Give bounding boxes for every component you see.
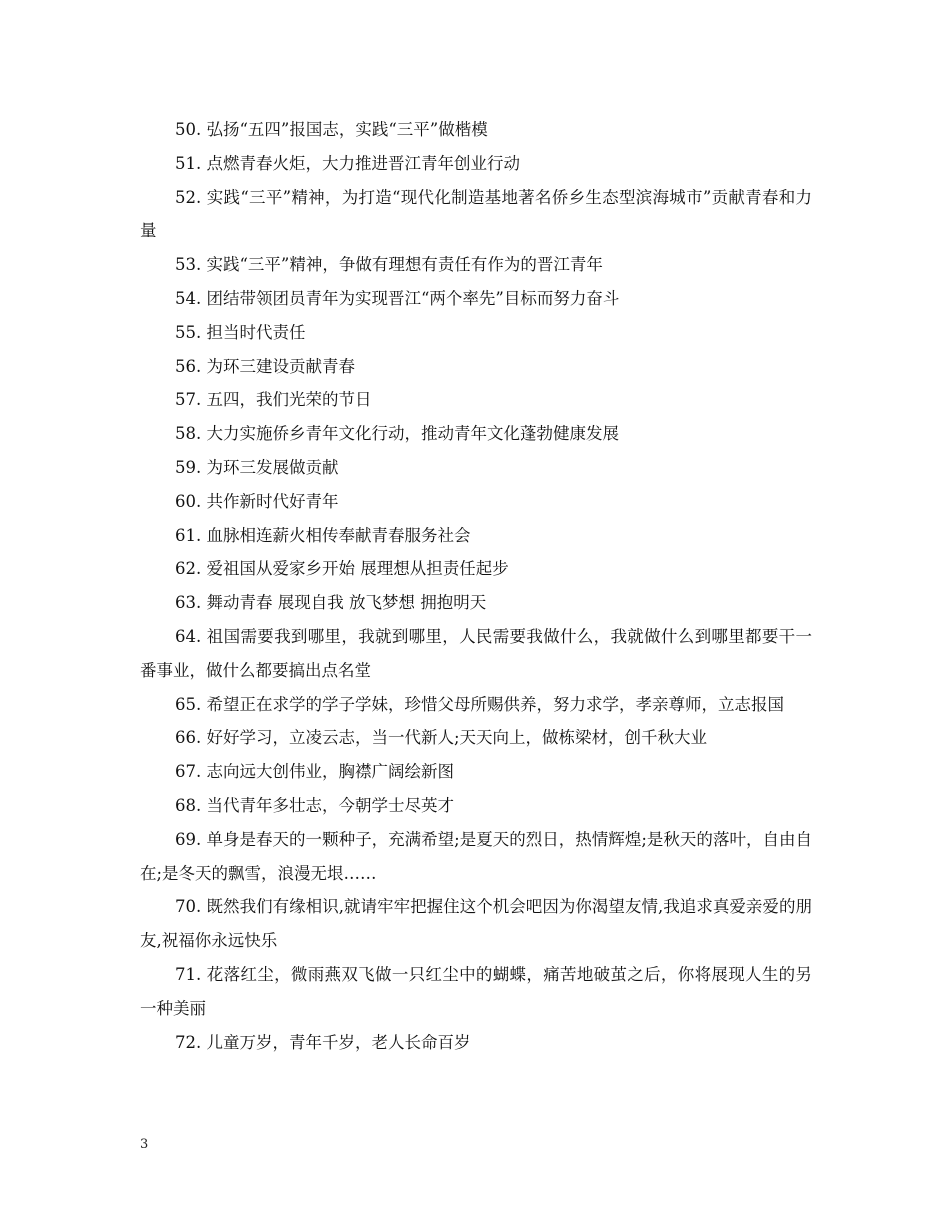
list-item: 71. 花落红尘，微雨燕双飞做一只红尘中的蝴蝶，痛苦地破茧之后，你将展现人生的另一种美丽 [140,964,812,1018]
list-item: 68. 当代青年多壮志，今朝学士尽英才 [175,795,454,815]
list-item: 67. 志向远大创伟业，胸襟广阔绘新图 [175,762,454,782]
list-item: 64. 祖国需要我到哪里，我就到哪里，人民需要我做什么，我就做什么到哪里都要干一番事业，做什么都要搞出点名堂 [140,626,812,680]
list-item: 52. 实践“三平”精神，为打造“现代化制造基地著名侨乡生态型滨海城市”贡献青春和力量 [140,187,812,241]
list-item: 53. 实践“三平”精神，争做有理想有责任有作为的晋江青年 [175,255,603,275]
list-item: 70. 既然我们有缘相识,就请牢牢把握住这个机会吧因为你渴望友情,我追求真爱亲爱的朋友,祝福你永远快乐 [140,897,812,951]
list-item: 50. 弘扬“五四”报国志，实践“三平”做楷模 [175,120,488,139]
list-item: 66. 好好学习，立凌云志，当一代新人;天天向上，做栋梁材，创千秋大业 [175,728,708,748]
list-item: 62. 爱祖国从爱家乡开始 展理想从担责任起步 [175,559,509,579]
list-item: 58. 大力实施侨乡青年文化行动，推动青年文化蓬勃健康发展 [175,424,619,444]
list-item: 69. 单身是春天的一颗种子，充满希望;是夏天的烈日，热情辉煌;是秋天的落叶，自由自在;是冬天的飘雪，浪漫无垠…… [140,829,812,883]
list-item: 60. 共作新时代好青年 [175,491,339,511]
list-item: 55. 担当时代责任 [175,322,306,342]
list-item: 61. 血脉相连薪火相传奉献青春服务社会 [175,525,471,545]
list-item: 54. 团结带领团员青年为实现晋江“两个率先”目标而努力奋斗 [175,288,620,308]
page-number: 3 [140,1137,149,1152]
list-item: 56. 为环三建设贡献青春 [175,356,355,376]
list-item: 63. 舞动青春 展现自我 放飞梦想 拥抱明天 [175,593,487,613]
list-item: 59. 为环三发展做贡献 [175,457,339,477]
list-item: 72. 儿童万岁，青年千岁，老人长命百岁 [175,1032,471,1052]
list-item: 65. 希望正在求学的学子学妹，珍惜父母所赐供养，努力求学，孝亲尊师，立志报国 [175,694,784,714]
slogan-list [140,113,812,1059]
list-item: 57. 五四，我们光荣的节日 [175,390,372,410]
list-item: 51. 点燃青春火炬，大力推进晋江青年创业行动 [175,153,520,173]
